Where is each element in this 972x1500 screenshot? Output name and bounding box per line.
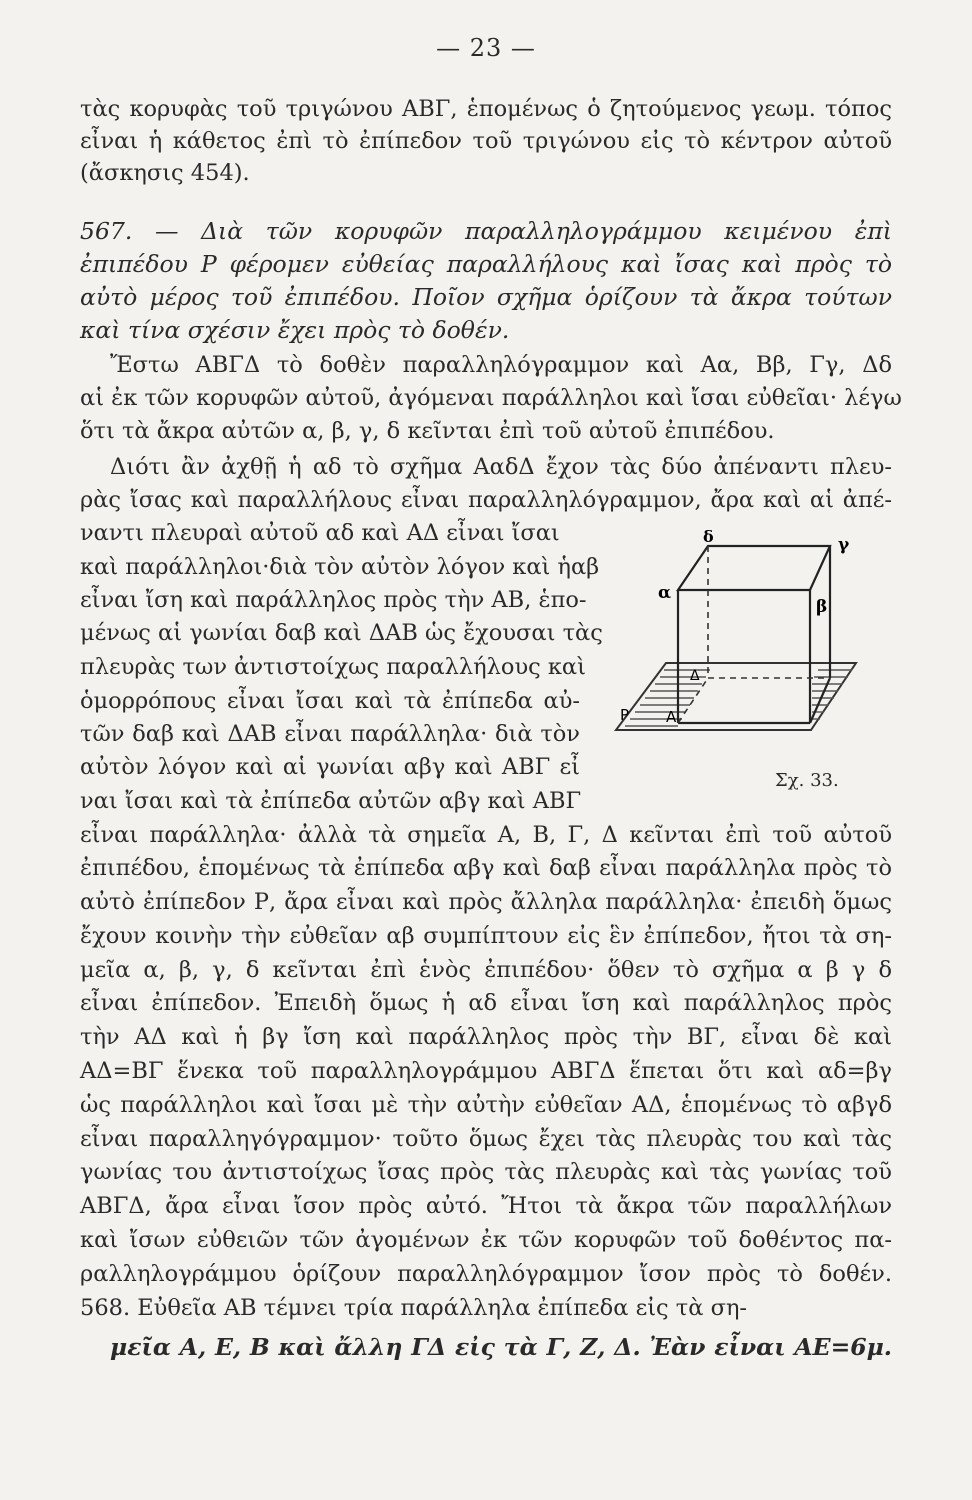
problem-567-text: ἐπιπέδου Ρ φέρομεν εὐθείας παραλλήλους καὶ ἴσας καὶ πρὸς τὸ bbox=[80, 250, 892, 278]
problem-567-text: αὐτὸ μέρος τοῦ ἐπιπέδου. Ποῖον σχῆμα ὁρίζουν τὰ ἄκρα τούτων bbox=[80, 283, 892, 311]
text-line: μένως αἱ γωνίαι δαβ καὶ ΔΑΒ ὡς ἔχουσαι τὰς bbox=[80, 620, 603, 646]
parallelepiped-figure bbox=[606, 528, 876, 760]
label-delta-cap: Δ bbox=[690, 668, 700, 684]
top-face bbox=[678, 546, 830, 590]
label-rho-cap: Ρ bbox=[620, 706, 630, 724]
text-line: αὐτὸ ἐπίπεδον Ρ, ἄρα εἶναι καὶ πρὸς ἄλληλα παράλληλα· ἐπειδὴ ὅμως bbox=[80, 889, 892, 915]
text-line: γωνίας του ἀντιστοίχως ἴσας πρὸς τὰς πλευρὰς καὶ τὰς γωνίας τοῦ bbox=[80, 1159, 892, 1185]
text-line: Ἔστω ΑΒΓΔ τὸ δοθὲν παραλληλόγραμμον καὶ Αα, Ββ, Γγ, Δδ bbox=[110, 352, 892, 378]
text-line: αὐτὸν λόγον καὶ αἱ γωνίαι αβγ καὶ ΑΒΓ εἶ bbox=[80, 754, 580, 780]
text-line: τὴν ΑΔ καὶ ἡ βγ ἴση καὶ παράλληλος πρὸς τὴν ΒΓ, εἶναι δὲ καὶ bbox=[80, 1024, 892, 1050]
text-line: ἐπιπέδου, ἑπομένως τὰ ἐπίπεδα αβγ καὶ δαβ εἶναι παράλληλα πρὸς τὸ bbox=[80, 855, 892, 881]
label-alpha-cap: Α bbox=[666, 708, 677, 726]
text-line: 568. Εὐθεῖα ΑΒ τέμνει τρία παράλληλα ἐπίπεδα εἰς τὰ ση- bbox=[80, 1295, 748, 1321]
text-line: Διότι ἂν ἀχθῇ ἡ αδ τὸ σχῆμα ΑαδΔ ἔχον τὰς δύο ἀπέναντι πλευ- bbox=[110, 454, 892, 480]
text-line: ὡς παράλληλοι καὶ ἴσαι μὲ τὴν αὐτὴν εὐθεῖαν ΑΔ, ἑπομένως τὸ αβγδ bbox=[80, 1092, 892, 1118]
label-gamma-small: γ bbox=[838, 535, 850, 555]
text-line: μεῖα α, β, γ, δ κεῖνται ἐπὶ ἑνὸς ἐπιπέδου· ὅθεν τὸ σχῆμα α β γ δ bbox=[80, 957, 892, 983]
text-line: ἔχουν κοινὴν τὴν εὐθεῖαν αβ συμπίπτουν εἰς ἓν ἐπίπεδον, ἤτοι τὰ ση- bbox=[80, 923, 892, 949]
problem-567-heading: 567. — Διὰ τῶν κορυφῶν παραλληλογράμμου κειμένου ἐπὶ bbox=[80, 217, 892, 245]
text-line: (ἄσκησις 454). bbox=[80, 160, 250, 186]
figure-svg bbox=[606, 528, 876, 760]
text-line: ραλληλογράμμου ὁρίζουν παραλληλόγραμμον ἴσον πρὸς τὸ δοθέν. bbox=[80, 1261, 892, 1287]
text-line: πλευρὰς των ἀντιστοίχως παραλλήλους καὶ bbox=[80, 654, 586, 680]
text-line: καὶ παράλληλοι·διὰ τὸν αὐτὸν λόγον καὶ ἡαβ bbox=[80, 554, 600, 580]
text-line: ναι ἴσαι καὶ τὰ ἐπίπεδα αὐτῶν αβγ καὶ ΑΒΓ bbox=[80, 788, 582, 814]
text-line: ΑΒΓΔ, ἄρα εἶναι ἴσον πρὸς αὐτό. Ἤτοι τὰ ἄκρα τῶν παραλλήλων bbox=[80, 1193, 892, 1219]
text-line: εἶναι ἐπίπεδον. Ἐπειδὴ ὅμως ἡ αδ εἶναι ἴση καὶ παράλληλος πρὸς bbox=[80, 990, 892, 1016]
text-line: ΑΔ=ΒΓ ἕνεκα τοῦ παραλληλογράμμου ΑΒΓΔ ἕπεται ὅτι καὶ αδ=βγ bbox=[80, 1058, 892, 1084]
label-alpha-small: α bbox=[658, 583, 672, 603]
text-line: ρὰς ἴσας καὶ παραλλήλους εἶναι παραλληλόγραμμον, ἄρα καὶ αἱ ἀπέ- bbox=[80, 487, 892, 513]
text-line: τὰς κορυφὰς τοῦ τριγώνου ΑΒΓ, ἑπομένως ὁ ζητούμενος γεωμ. τόπος bbox=[80, 96, 892, 122]
text-line: εἶναι παραλληγόγραμμον· τοῦτο ὅμως ἔχει τὰς πλευρὰς του καὶ τὰς bbox=[80, 1126, 892, 1152]
text-line: τῶν δαβ καὶ ΔΑΒ εἶναι παράλληλα· διὰ τὸν bbox=[80, 721, 580, 747]
page-number: — 23 — bbox=[436, 34, 536, 62]
plane-hatching bbox=[625, 670, 852, 726]
edge-A-D-hidden bbox=[678, 678, 708, 723]
problem-567-text: καὶ τίνα σχέσιν ἔχει πρὸς τὸ δοθέν. bbox=[80, 316, 510, 344]
plane-p bbox=[616, 663, 856, 730]
text-line: αἱ ἐκ τῶν κορυφῶν αὐτοῦ, ἀγόμεναι παράλληλοι καὶ ἴσαι εὐθεῖαι· λέγω bbox=[80, 385, 902, 411]
label-delta-small: δ bbox=[703, 528, 714, 546]
text-line: εἶναι ἴση καὶ παράλληλος πρὸς τὴν ΑΒ, ἑπο- bbox=[80, 587, 587, 613]
text-line: ναντι πλευραὶ αὐτοῦ αδ καὶ ΑΔ εἶναι ἴσαι bbox=[80, 520, 560, 546]
text-line: εἶναι ἡ κάθετος ἐπὶ τὸ ἐπίπεδον τοῦ τριγώνου εἰς τὸ κέντρον αὐτοῦ bbox=[80, 128, 892, 154]
figure-caption: Σχ. 33. bbox=[775, 770, 839, 791]
text-line: εἶναι παράλληλα· ἀλλὰ τὰ σημεῖα Α, Β, Γ, Δ κεῖνται ἐπὶ τοῦ αὐτοῦ bbox=[80, 822, 892, 848]
text-line: ὁμορρόπους εἶναι ἴσαι καὶ τὰ ἐπίπεδα αὐ- bbox=[80, 688, 580, 714]
text-line: καὶ ἴσων εὐθειῶν τῶν ἀγομένων ἐκ τῶν κορυφῶν τοῦ δοθέντος πα- bbox=[80, 1227, 892, 1253]
problem-568-heading: μεῖα Α, Ε, Β καὶ ἄλλη ΓΔ εἰς τὰ Γ, Ζ, Δ. Ἐὰν εἶναι ΑΕ=6μ. bbox=[110, 1333, 892, 1361]
text-line: ὅτι τὰ ἄκρα αὐτῶν α, β, γ, δ κεῖνται ἐπὶ τοῦ αὐτοῦ ἐπιπέδου. bbox=[80, 418, 775, 444]
label-beta-small: β bbox=[816, 597, 828, 617]
